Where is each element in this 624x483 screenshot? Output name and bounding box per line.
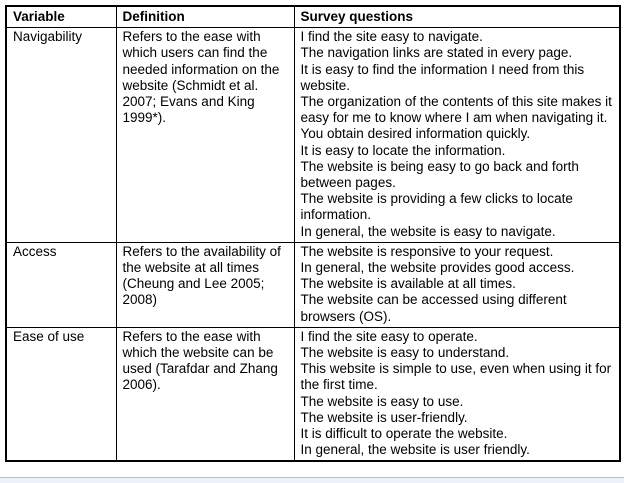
survey-question: I find the site easy to navigate. (300, 29, 483, 45)
survey-question: The website is responsive to your request. (300, 243, 554, 259)
survey-question: The website is being easy to go back and forth between pages. (300, 158, 579, 191)
survey-question: The website is providing a few clicks to locate information. (300, 191, 573, 223)
survey-question: The website is user-friendly. (300, 409, 468, 425)
survey-question: In general, the website is easy to navigate. (300, 223, 556, 239)
survey-question: This website is simple to use, even when using it for the first time. (300, 361, 612, 393)
survey-question: The website is easy to use. (300, 393, 464, 409)
definition-cell: Refers to the ease with which the website can be used (Tarafdar and Zhang 2006). (116, 327, 294, 461)
column-header-survey-questions: Survey questions (294, 6, 620, 28)
survey-question: The website can be accessed using different browsers (OS). (300, 292, 567, 324)
variable-cell: Navigability (6, 28, 116, 243)
survey-question: It is difficult to operate the website. (300, 426, 508, 442)
questions-cell (294, 28, 620, 243)
survey-question: I find the site easy to operate. (300, 328, 478, 344)
survey-question: The organization of the contents of this site makes it easy for me to know where I am when navigating it. (300, 94, 612, 126)
variable-cell: Access (6, 242, 116, 327)
survey-question: You obtain desired information quickly. (300, 126, 531, 142)
survey-question: It is easy to find the information I need from this website. (300, 61, 585, 93)
definition-cell: Refers to the availability of the website at all times (Cheung and Lee 2005; 2008) (116, 242, 294, 327)
survey-question: In general, the website provides good access. (300, 260, 575, 276)
definition-cell: Refers to the ease with which users can find the needed information on the website (Schmidt et al. 2007; Evans and King 1999*). (116, 28, 294, 243)
variable-cell: Ease of use (6, 327, 116, 461)
survey-question: The website is available at all times. (300, 276, 516, 292)
column-header-variable: Variable (6, 6, 116, 28)
survey-question: It is easy to locate the information. (300, 142, 506, 158)
survey-variables-table (5, 5, 621, 462)
column-header-definition: Definition (116, 6, 294, 28)
survey-question: The website is easy to understand. (300, 345, 510, 361)
survey-question: The navigation links are stated in every page. (300, 45, 573, 61)
table-row-access (6, 242, 620, 327)
survey-question: In general, the website is user friendly. (300, 442, 530, 458)
header-row (6, 6, 620, 28)
questions-cell (294, 242, 620, 327)
table-row-navigability (6, 28, 620, 243)
table-row-ease-of-use (6, 327, 620, 461)
questions-cell (294, 327, 620, 461)
